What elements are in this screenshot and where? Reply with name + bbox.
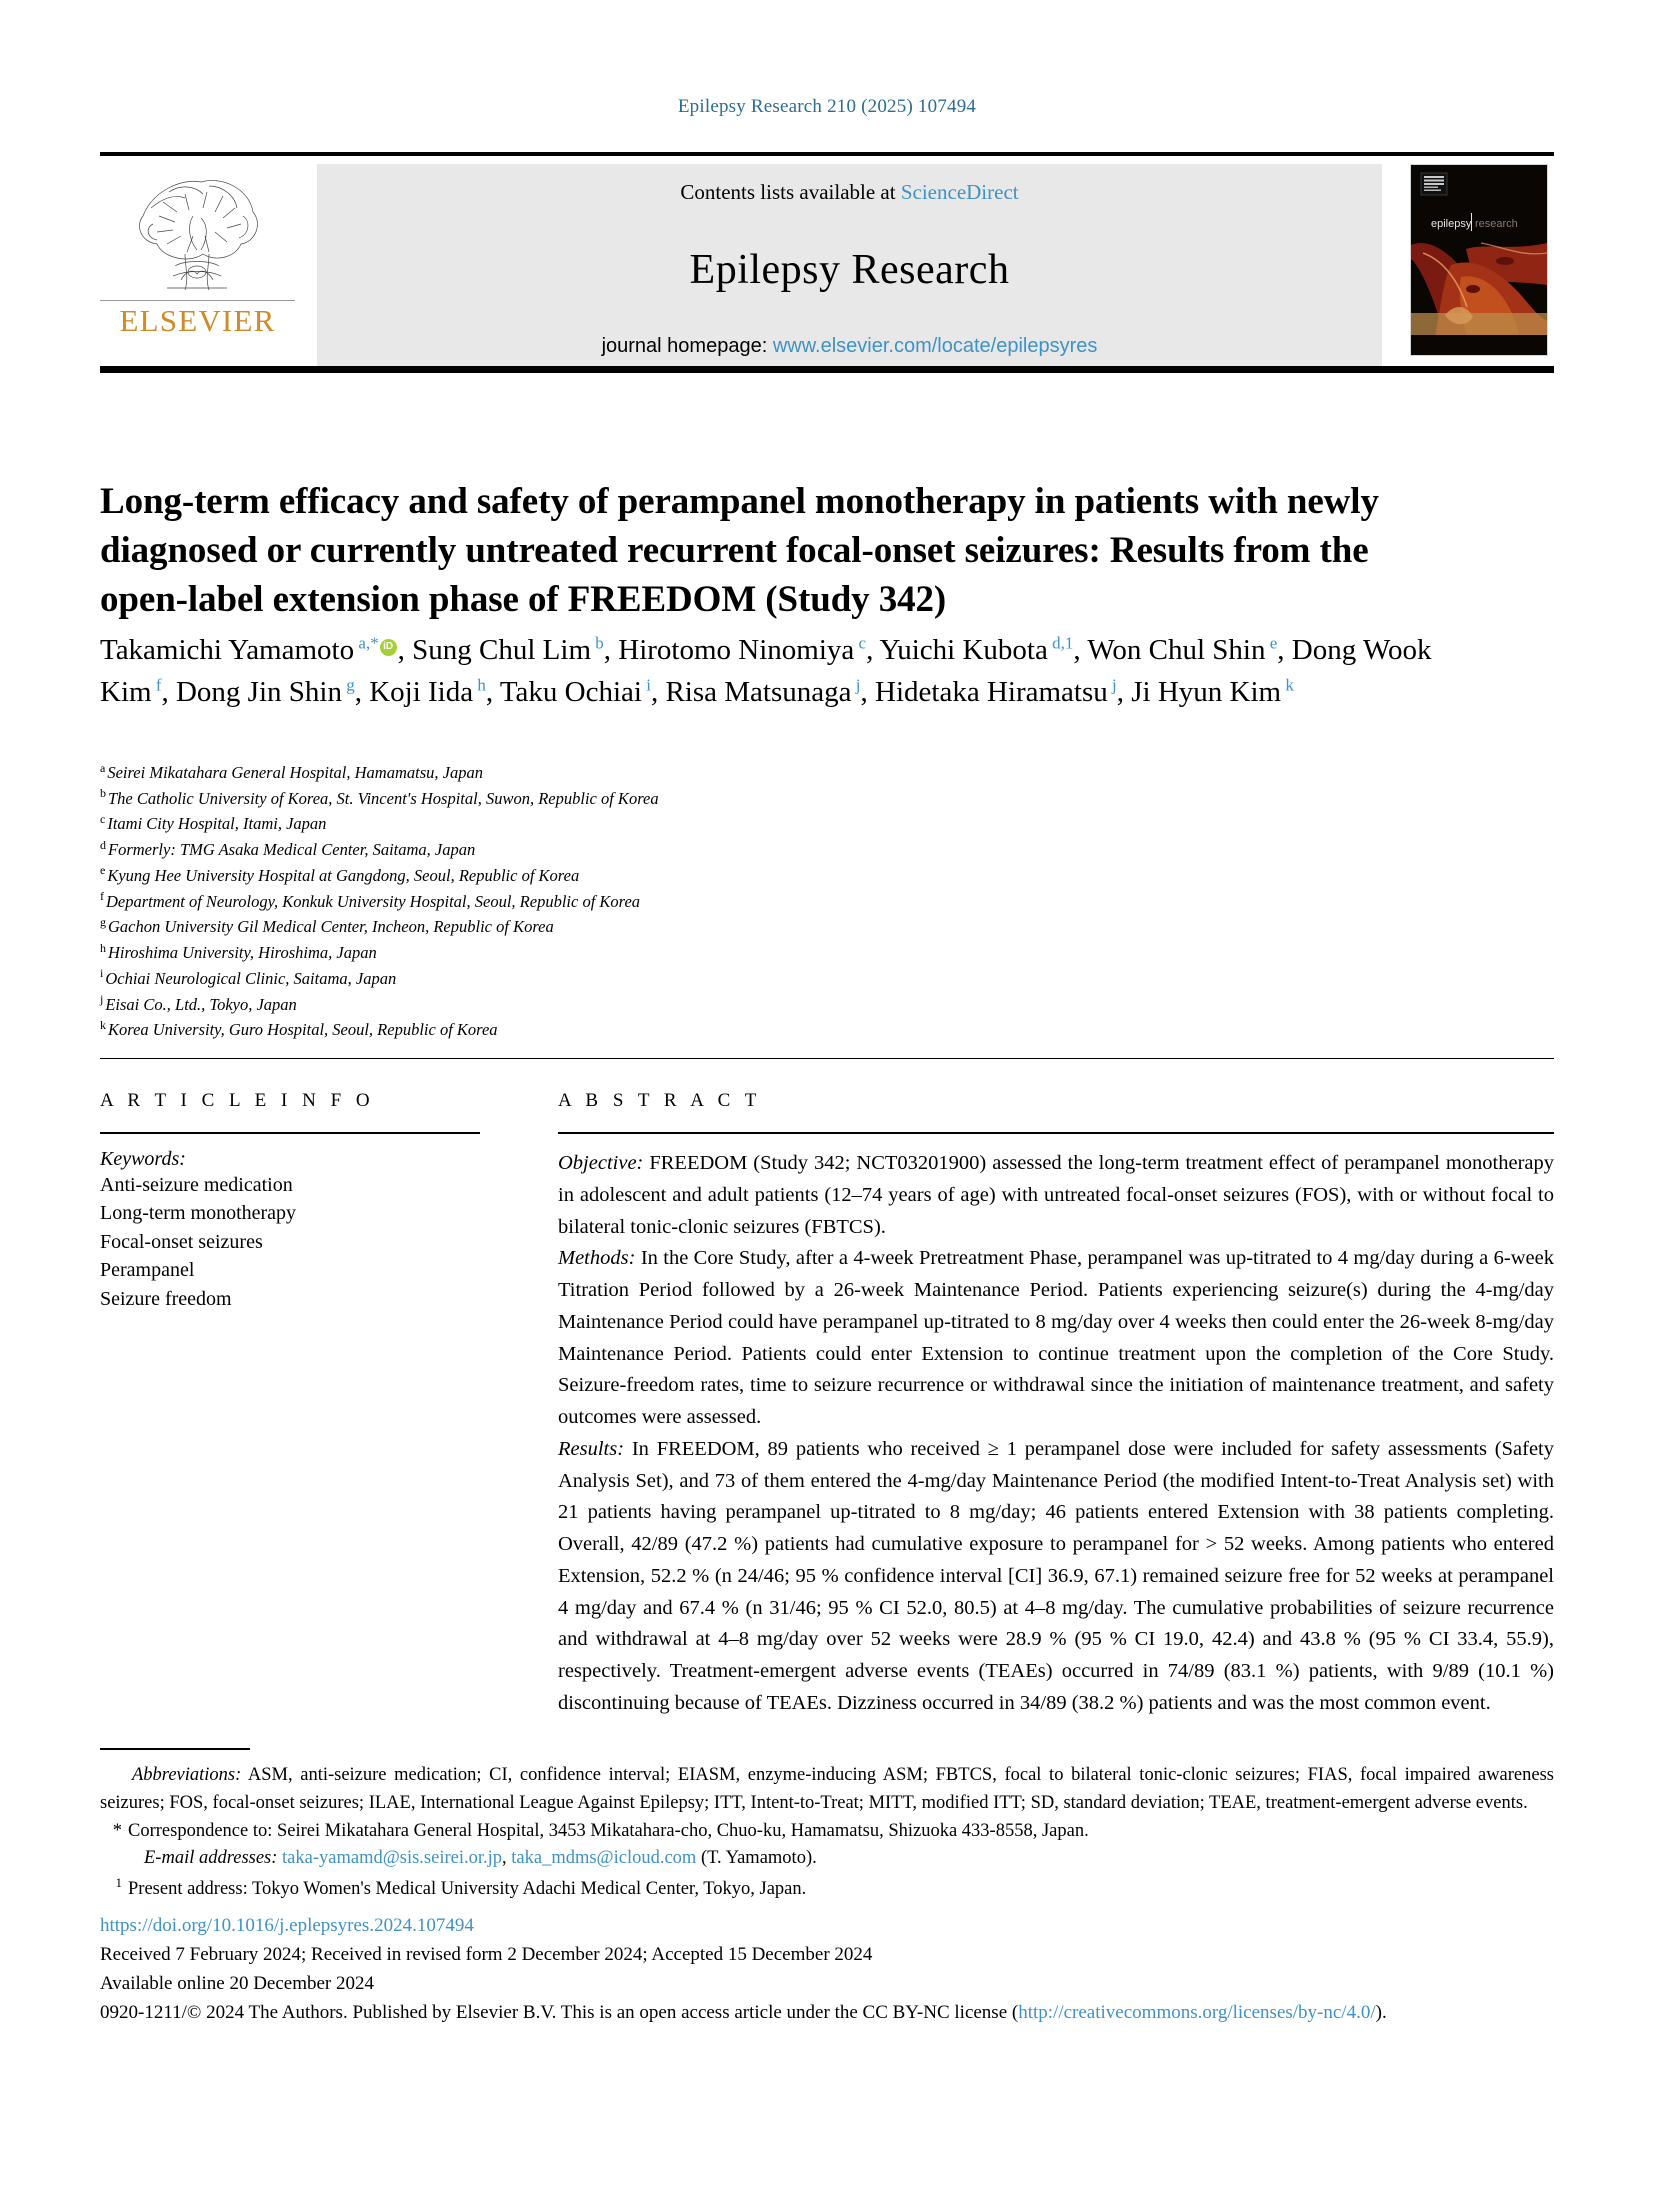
- available-online: Available online 20 December 2024: [100, 1972, 374, 1994]
- article-info-heading: A R T I C L E I N F O: [100, 1090, 375, 1111]
- affiliation-mark: e: [100, 863, 106, 878]
- copyright-line: [100, 1999, 1554, 2028]
- affiliation-item: [100, 889, 1200, 915]
- email-link-secondary[interactable]: taka_mdms@icloud.com: [511, 1848, 697, 1869]
- affiliation-item: [100, 914, 1200, 940]
- affiliation-text: Ochiai Neurological Clinic, Saitama, Japan: [105, 968, 397, 988]
- email-suffix: (T. Yamamoto).: [696, 1848, 817, 1869]
- page-title: Long-term efficacy and safety of perampanel monotherapy in patients with newly diagnosed or currently untreated recurrent focal-onset seizures: Results from the open-label extension phase of FREEDOM (Study 342): [100, 480, 1379, 621]
- correspondence-text: Correspondence to: Seirei Mikatahara General Hospital, 3453 Mikatahara-cho, Chuo-ku, Hamamatsu, Shizuoka 433-8558, Japan.: [128, 1820, 1089, 1841]
- masthead-bottom-rule: [100, 366, 1554, 373]
- affiliation-item: [100, 837, 1200, 863]
- correspondence-marker: *: [112, 1820, 122, 1841]
- keyword-item: Focal-onset seizures: [100, 1230, 263, 1253]
- author-affiliation-mark: e: [1265, 633, 1278, 653]
- keyword-item: Perampanel: [100, 1259, 195, 1282]
- correspondence-note: [100, 1818, 1554, 1846]
- doi-link[interactable]: https://doi.org/10.1016/j.eplepsyres.2024.107494: [100, 1915, 474, 1936]
- footnote-divider: [100, 1748, 250, 1750]
- abstract-section-text: In the Core Study, after a 4-week Pretreatment Phase, perampanel was up-titrated to 4 mg/day during a 6-week Titration Period followed by a 26-week Maintenance Period. Patients experiencing seizure(s) during the 4-mg/day Maintenance Period could have perampanel up-titrated to 8 mg/day over 4 weeks then could enter the 26-week 8-mg/day Maintenance Period. Patients could enter Extension to continue treatment upon the completion of the Core Study. Seizure-freedom rates, time to seizure recurrence or withdrawal since the initiation of maintenance treatment, and safety outcomes were assessed.: [558, 1247, 1554, 1429]
- present-address-marker: 1: [115, 1875, 122, 1890]
- affiliation-text: Itami City Hospital, Itami, Japan: [107, 814, 327, 834]
- affiliation-mark: d: [100, 837, 106, 852]
- journal-cover: [1404, 164, 1554, 372]
- elsevier-wordmark: ELSEVIER: [100, 300, 295, 339]
- affiliation-item: [100, 786, 1200, 812]
- affiliation-mark: g: [100, 914, 106, 929]
- abstract-section: [558, 1148, 1554, 1243]
- affiliation-list: [100, 760, 1200, 1043]
- journal-cover-image: [1410, 164, 1548, 356]
- author-affiliation-mark: a,*: [354, 633, 379, 653]
- affiliation-text: The Catholic University of Korea, St. Vincent's Hospital, Suwon, Republic of Korea: [108, 788, 659, 808]
- license-link[interactable]: http://creativecommons.org/licenses/by-nc/4.0/: [1018, 2001, 1376, 2023]
- present-address-text: Present address: Tokyo Women's Medical University Adachi Medical Center, Tokyo, Japan.: [128, 1879, 807, 1900]
- author-name: Hidetaka Hiramatsu: [875, 675, 1108, 708]
- author-name: Risa Matsunaga: [665, 675, 852, 708]
- author-name: Yuichi Kubota: [879, 634, 1048, 666]
- elsevier-logo: [100, 164, 295, 372]
- affiliation-mark: j: [100, 992, 104, 1007]
- author-list: Takamichi Yamamoto $^{a,*}$ iD , Sung Chul Lim $^b$, Hirotomo Ninomiya $^c$, Yuichi Kubota $^{d,1}$, Won Chul Shin $^e$, Dong Wook Kim $^f$, Dong Jin Shin $^g$, Koji Iida $^h$, Taku Ochiai $^i$, Risa Matsunaga $^j$, Hidetaka Hiramatsu $^j$, Ji Hyun Kim $^k$: [100, 630, 1440, 714]
- email-note: [100, 1845, 1554, 1873]
- homepage-prefix: journal homepage:: [601, 335, 773, 357]
- email-separator: ,: [502, 1848, 512, 1869]
- author-name: Won Chul Shin: [1087, 634, 1266, 666]
- affiliation-text: Hiroshima University, Hiroshima, Japan: [108, 943, 377, 963]
- section-divider: [100, 1058, 1554, 1059]
- author-name: Koji Iida: [369, 675, 474, 708]
- article-info-rule: [100, 1132, 480, 1134]
- affiliation-mark: c: [100, 811, 106, 826]
- author-name: Dong Jin Shin: [175, 675, 342, 708]
- abbreviations-label: Abbreviations:: [132, 1765, 242, 1785]
- affiliation-mark: k: [100, 1017, 106, 1032]
- author-affiliation-mark: c: [854, 633, 867, 653]
- keywords-list: [100, 1171, 480, 1313]
- abstract-section: [558, 1243, 1554, 1434]
- author-name: Taku Ochiai: [499, 675, 642, 708]
- received-dates: Received 7 February 2024; Received in revised form 2 December 2024; Accepted 15 December 2024: [100, 1943, 873, 1965]
- author-affiliation-mark: i: [641, 675, 651, 695]
- affiliation-text: Kyung Hee University Hospital at Gangdong, Seoul, Republic of Korea: [107, 865, 580, 885]
- svg-text:research: research: [1475, 218, 1518, 230]
- copyright-suffix: ).: [1375, 2001, 1387, 2023]
- publication-footer: [100, 1912, 1554, 2028]
- affiliation-text: Korea University, Guro Hospital, Seoul, Republic of Korea: [108, 1020, 498, 1040]
- author-affiliation-mark: j: [1107, 675, 1117, 695]
- elsevier-tree-icon: [123, 168, 273, 298]
- article-info-column: [100, 1090, 480, 1313]
- abstract-heading: A B S T R A C T: [558, 1090, 762, 1111]
- sciencedirect-link[interactable]: ScienceDirect: [900, 180, 1019, 204]
- journal-title: Epilepsy Research: [689, 247, 1010, 293]
- author-name: Hirotomo Ninomiya: [618, 634, 855, 666]
- author-affiliation-mark: k: [1281, 675, 1294, 695]
- affiliation-item: [100, 966, 1200, 992]
- author-affiliation-mark: b: [591, 633, 604, 653]
- affiliation-item: [100, 1017, 1200, 1043]
- author-affiliation-mark: f: [151, 675, 162, 695]
- author-name: Ji Hyun Kim: [1131, 675, 1282, 708]
- affiliation-text: Seirei Mikatahara General Hospital, Hamamatsu, Japan: [107, 763, 483, 782]
- contents-prefix: Contents lists available at: [680, 180, 901, 204]
- abstract-section-text: FREEDOM (Study 342; NCT03201900) assessed the long-term treatment effect of perampanel monotherapy in adolescent and adult patients (12–74 years of age) with untreated focal-onset seizures (FOS), with or without focal to bilateral tonic-clonic seizures (FBTCS).: [558, 1152, 1554, 1238]
- author-affiliation-mark: j: [851, 675, 861, 695]
- abstract-section: [558, 1434, 1554, 1720]
- copyright-prefix: 0920-1211/© 2024 The Authors. Published by Elsevier B.V. This is an open access article under the CC BY-NC license (: [100, 2001, 1019, 2023]
- affiliation-text: Eisai Co., Ltd., Tokyo, Japan: [105, 994, 297, 1014]
- affiliation-text: Formerly: TMG Asaka Medical Center, Saitama, Japan: [108, 840, 476, 860]
- author-name: Dong Wook Kim: [100, 634, 1432, 708]
- journal-masthead: [100, 152, 1554, 372]
- email-label: E-mail addresses:: [144, 1848, 278, 1869]
- affiliation-mark: h: [100, 940, 106, 955]
- author-affiliation-mark: h: [473, 675, 486, 695]
- present-address-note: [100, 1873, 1554, 1904]
- contents-band: [317, 164, 1382, 372]
- running-head: Epilepsy Research 210 (2025) 107494: [677, 96, 977, 117]
- keywords-label: Keywords:: [100, 1148, 186, 1170]
- journal-homepage-link[interactable]: www.elsevier.com/locate/epilepsyres: [772, 335, 1098, 357]
- affiliation-item: [100, 940, 1200, 966]
- affiliation-item: [100, 863, 1200, 889]
- email-link-primary[interactable]: taka-yamamd@sis.seirei.or.jp: [282, 1848, 503, 1869]
- keyword-item: Long-term monotherapy: [100, 1202, 297, 1225]
- contents-available-line: [680, 180, 1018, 205]
- footnote-block: [100, 1762, 1554, 1904]
- journal-homepage-line: [602, 335, 1098, 358]
- abstract-section-label: Objective:: [558, 1152, 644, 1174]
- author-affiliation-mark: d,1: [1047, 633, 1074, 653]
- affiliation-mark: f: [100, 889, 104, 904]
- keyword-item: Anti-seizure medication: [100, 1174, 293, 1196]
- abstract-column: [558, 1090, 1554, 1720]
- abstract-section-label: Results:: [558, 1437, 625, 1460]
- affiliation-item: [100, 992, 1200, 1018]
- abstract-rule: [558, 1132, 1554, 1134]
- keyword-item: Seizure freedom: [100, 1287, 232, 1310]
- author-affiliation-mark: g: [341, 675, 355, 695]
- affiliation-text: Department of Neurology, Konkuk University Hospital, Seoul, Republic of Korea: [106, 891, 641, 911]
- affiliation-mark: i: [100, 966, 104, 981]
- abstract-section-text: In FREEDOM, 89 patients who received ≥ 1 perampanel dose were included for safety assessments (Safety Analysis Set), and 73 of them entered the 4-mg/day Maintenance Period (the modified Intent-to-Treat Analysis set) with 21 patients having perampanel up-titrated to 8 mg/day; 46 patients entered Extension with 38 patients completing. Overall, 42/89 (47.2 %) patients had cumulative exposure to perampanel for > 52 weeks. Among patients who entered Extension, 52.2 % (n 24/46; 95 % confidence interval [CI] 36.9, 67.1) remained seizure free for 52 weeks at perampanel 4 mg/day and 67.4 % (n 31/46; 95 % CI 52.0, 80.5) at 4–8 mg/day. The cumulative probabilities of seizure recurrence and withdrawal at 4–8 mg/day over 52 weeks were 28.9 % (95 % CI 19.0, 42.4) and 43.8 % (95 % CI 33.4, 55.9), respectively. Treatment-emergent adverse events (TEAEs) occurred in 74/89 (83.1 %) patients, with 9/89 (10.1 %) discontinuing because of TEAEs. Dizziness occurred in 34/89 (38.2 %) patients and was the most common event.: [558, 1437, 1554, 1715]
- orcid-icon[interactable]: [380, 639, 397, 656]
- affiliation-text: Gachon University Gil Medical Center, Incheon, Republic of Korea: [108, 917, 554, 937]
- abstract-section-label: Methods:: [558, 1247, 636, 1270]
- affiliation-mark: a: [100, 760, 106, 775]
- abstract-body: [558, 1148, 1554, 1720]
- affiliation-mark: b: [100, 786, 106, 801]
- abbreviations-text: ASM, anti-seizure medication; CI, confidence interval; EIASM, enzyme-inducing ASM; FBTCS, focal to bilateral tonic-clonic seizures; FIAS, focal impaired awareness seizures; FOS, focal-onset seizures; ILAE, International League Against Epilepsy; ITT, Intent-to-Treat; MITT, modified ITT; SD, standard deviation; TEAE, treatment-emergent adverse events.: [100, 1765, 1554, 1813]
- author-name: Sung Chul Lim: [412, 634, 592, 666]
- author-name: Takamichi Yamamoto: [100, 634, 355, 666]
- affiliation-item: [100, 760, 1200, 786]
- svg-text:epilepsy: epilepsy: [1431, 218, 1472, 230]
- affiliation-item: [100, 811, 1200, 837]
- abbreviations-note: [100, 1762, 1554, 1818]
